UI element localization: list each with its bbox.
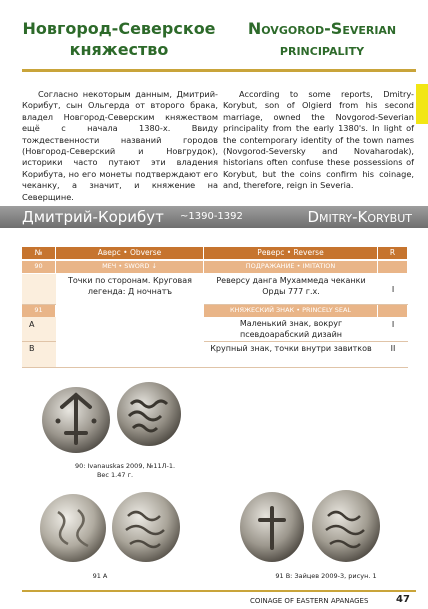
row-90-number: 90 bbox=[22, 261, 56, 273]
row-b-rarity: II bbox=[378, 342, 408, 368]
footer-rule bbox=[22, 590, 416, 592]
row-90-obverse-desc: Точки по сторонам. Круговая легенда: Д ночнатъ bbox=[68, 276, 192, 296]
table-row bbox=[22, 261, 408, 273]
ruler-dates: ~1390-1392 bbox=[180, 211, 243, 222]
page-header bbox=[22, 18, 416, 74]
header-rule bbox=[22, 69, 416, 72]
row-91-rarity-blank bbox=[378, 305, 408, 317]
row-90-reverse-desc: Реверсу данга Мухаммеда чеканки Орды 777 г.х. bbox=[204, 274, 378, 305]
table-row bbox=[22, 317, 408, 342]
row-91-obverse-type bbox=[56, 305, 204, 317]
coin-91a-obverse-image bbox=[38, 492, 108, 564]
row-a-obverse bbox=[56, 317, 204, 342]
coin-91b-reverse-image bbox=[310, 488, 382, 564]
table-row bbox=[22, 274, 408, 305]
title-ru: Новгород-Северское княжество bbox=[22, 19, 216, 59]
header-rarity: R bbox=[378, 247, 408, 259]
caption-91a: 91 А bbox=[92, 572, 108, 580]
row-a-reverse-desc: Маленький знак, вокруг псевдоарабский дизайн bbox=[204, 317, 378, 342]
footer-label: COINAGE OF EASTERN APANAGES bbox=[250, 597, 369, 605]
text-ru-paragraph: Согласно некоторым данным, Дмитрий-Корибут, сын Ольгерда от второго брака, владел Новгород-Северским княжеством ещё с начала 1380-х. Ввиду тождественности названий городов (Новгород-Северский и Новгрудок), историки часто путают эти владения Корибута, но его монеты подтверждают его чеканку, а значит, и княжение на Северщине. bbox=[22, 89, 218, 202]
table-row bbox=[22, 342, 408, 368]
page-number: 47 bbox=[396, 594, 410, 605]
ruler-name-ru: Дмитрий-Корибут bbox=[22, 208, 164, 226]
text-en-paragraph: According to some reports, Dmitry-Korybut, son of Olgierd from his second marriage, owned the Novgorod-Severian principality from the early 1380's. In light of the contemporary identity of the town names (Novgorod-Seversky and Novaharodak), historians often confuse these possessions of Korybut, but the coins confirm his coinage, and, therefore, reign in Severia. bbox=[223, 89, 414, 191]
coin-91a-reverse-image bbox=[110, 490, 182, 564]
header-obverse: Аверс • Obverse bbox=[56, 247, 204, 259]
row-b-reverse-desc: Крупный знак, точки внутри завитков bbox=[204, 342, 378, 368]
row-91-number: 91 bbox=[22, 305, 56, 317]
row-90-no-cell bbox=[22, 274, 56, 305]
row-90-obverse-type: МЕЧ • SWORD ↓ bbox=[56, 261, 204, 273]
row-90-rarity-blank bbox=[378, 261, 408, 273]
ruler-bar bbox=[0, 206, 428, 228]
row-90-rarity: I bbox=[378, 274, 408, 305]
caption-91b: 91 B: Зайцев 2009-3, рисун. 1 bbox=[275, 572, 377, 580]
row-b-label: В bbox=[22, 342, 56, 368]
table-row bbox=[22, 305, 408, 317]
coin-90-obverse-image bbox=[40, 385, 112, 455]
header-no: № bbox=[22, 247, 56, 259]
table-header-row bbox=[22, 247, 408, 259]
caption-90-weight: Вес 1.47 г. bbox=[96, 471, 134, 479]
coin-91b-obverse-image bbox=[238, 490, 306, 564]
caption-90: 90: Ivanauskas 2009, №11Л-1. bbox=[74, 462, 176, 470]
coin-90-reverse-image bbox=[115, 380, 183, 448]
row-a-rarity: I bbox=[378, 317, 408, 342]
header-reverse: Реверс • Reverse bbox=[204, 247, 378, 259]
ruler-name-en: Dmitry-Korybut bbox=[307, 208, 412, 226]
row-b-obverse bbox=[56, 342, 204, 368]
row-a-label: А bbox=[22, 317, 56, 342]
row-91-reverse-type: КНЯЖЕСКИЙ ЗНАК • PRINCELY SEAL bbox=[204, 305, 378, 317]
title-en: Novgorod-Severian principality bbox=[247, 19, 397, 59]
row-90-reverse-type: ПОДРАЖАНИЕ • IMITATION bbox=[204, 261, 378, 273]
side-tab-marker bbox=[416, 84, 428, 124]
text-en bbox=[223, 89, 414, 192]
text-ru bbox=[22, 89, 218, 203]
